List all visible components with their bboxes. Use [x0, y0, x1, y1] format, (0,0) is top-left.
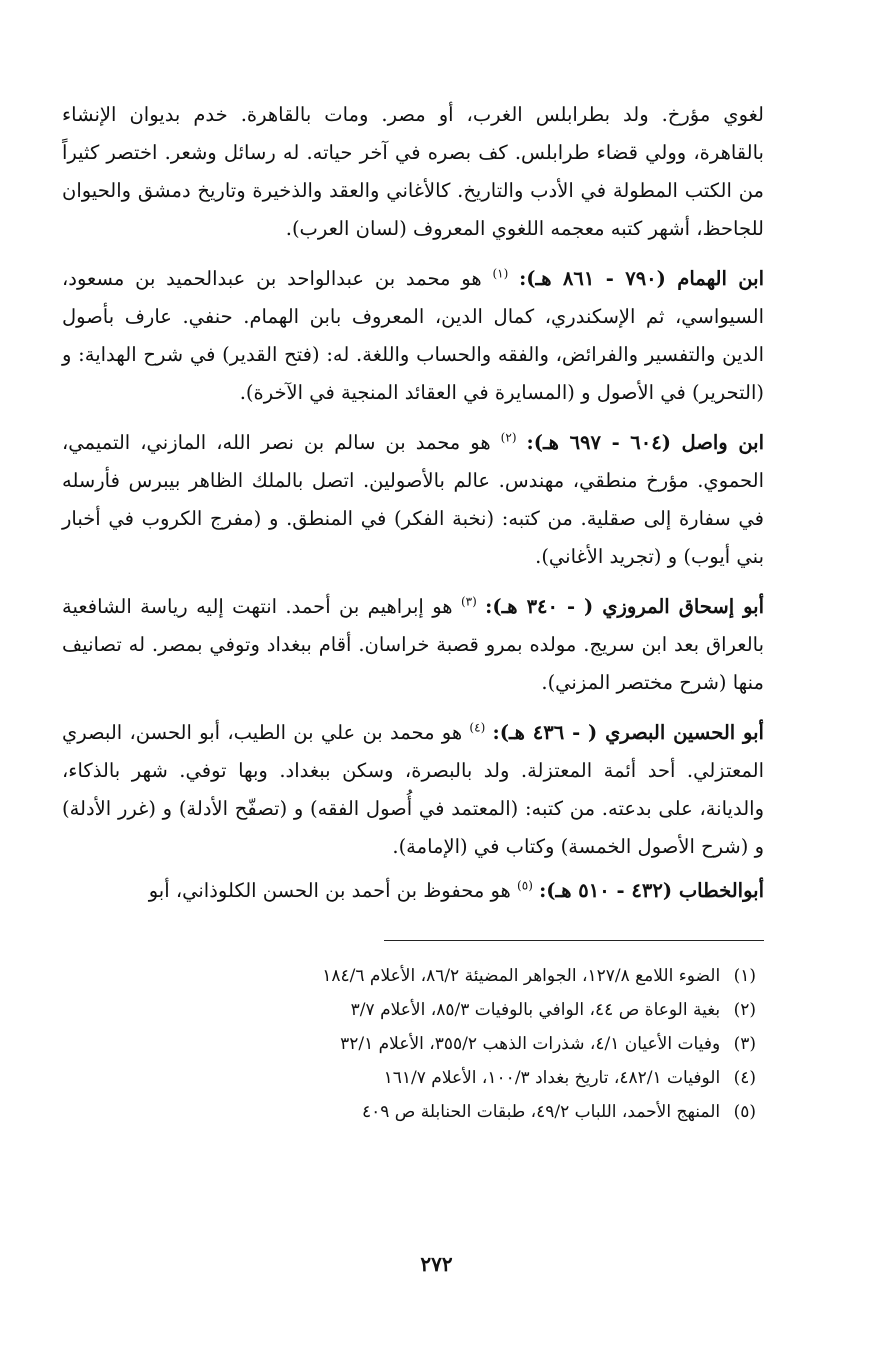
- entry-text: هو محمد بن سالم بن نصر الله، المازني، التميمي، الحموي. مؤرخ منطقي، مهندس. عالم بالأصولين. اتصل بالملك الظاهر بيبرس فأرسله في سفارة إلى صقلية. من كتبه: (نخبة الفكر) في المنطق. و (مفرج الكروب في أخبار بني أيوب) و (تجريد الأغاني).: [62, 431, 764, 568]
- footnote-number: (٢): [733, 1000, 756, 1020]
- page-body: [62, 96, 764, 1296]
- footnote-number: (٥): [733, 1102, 756, 1122]
- intro-text: لغوي مؤرخ. ولد بطرابلس الغرب، أو مصر. ومات بالقاهرة. خدم بديوان الإنشاء بالقاهرة، وولي قضاء طرابلس. كف بصره في آخر حياته. له رسائل وشعر. اختصر كثيراً من الكتب المطولة في الأدب والتاريخ. كالأغاني والعقد والذخيرة وتاريخ دمشق والحيوان للجاحظ، أشهر كتبه معجمه اللغوي المعروف (لسان العرب).: [62, 103, 764, 240]
- footnote-list: [62, 959, 764, 1129]
- entry-text: هو محمد بن علي بن الطيب، أبو الحسن، البصري المعتزلي. أحد أئمة المعتزلة. ولد بالبصرة، وسكن ببغداد. وبها توفي. شهر بالذكاء، والديانة، على بدعته. من كتبه: (المعتمد في أُصول الفقه) و (تصفّح الأدلة) و (غرر الأدلة) و (شرح الأصول الخمسة) وكتاب في (الإمامة).: [62, 721, 764, 858]
- entry-text: هو محمد بن عبدالواحد بن عبدالحميد بن مسعود، السيواسي، ثم الإسكندري، كمال الدين، المعروف بابن الهمام. حنفي. عارف بأصول الدين والتفسير والفرائض، والفقه والحساب واللغة. له: (فتح القدير) في شرح الهداية: و (التحرير) في الأصول و (المسايرة في العقائد المنجية في الآخرة).: [62, 267, 764, 404]
- biography-entry: [62, 588, 764, 702]
- biography-entry: [62, 424, 764, 576]
- entry-text: هو محفوظ بن أحمد بن الحسن الكلوذاني، أبو: [148, 879, 511, 902]
- footnote-text: الوفيات ٤٨٢/١، تاريخ بغداد ١٠٠/٣، الأعلام ١٦١/٧: [383, 1068, 721, 1088]
- footnote-reference: (٤): [469, 720, 486, 735]
- footnote-reference: (١): [492, 266, 509, 281]
- entry-text: هو إبراهيم بن أحمد. انتهت إليه رياسة الشافعية بالعراق بعد ابن سريج. مولده بمرو قصبة خراسان. أقام ببغداد وتوفي بمصر. له تصانيف منها (شرح مختصر المزني).: [62, 595, 764, 694]
- entry-heading: أبو إسحاق المروزي ( - ٣٤٠ هـ):: [485, 595, 765, 618]
- footnote-divider: [384, 940, 764, 941]
- page-number: ٢٧٢: [420, 1252, 453, 1276]
- entry-heading: ابن واصل (٦٠٤ - ٦٩٧ هـ):: [526, 431, 765, 454]
- footnote-number: (٣): [733, 1034, 756, 1054]
- footnote-text: المنهج الأحمد، اللباب ٤٩/٢، طبقات الحنابلة ص ٤٠٩: [361, 1102, 721, 1122]
- footnote-item: [62, 1095, 756, 1129]
- footnote-item: [62, 959, 756, 993]
- footnote-reference: (٥): [517, 878, 533, 893]
- entry-heading: أبو الحسين البصري ( - ٤٣٦ هـ):: [492, 721, 764, 744]
- footnote-reference: (٣): [460, 594, 477, 609]
- entry-heading: أبوالخطاب (٤٣٢ - ٥١٠ هـ):: [539, 879, 764, 902]
- footnote-item: [62, 1061, 756, 1095]
- entry-heading: ابن الهمام (٧٩٠ - ٨٦١ هـ):: [519, 267, 764, 290]
- footnote-item: [62, 1027, 756, 1061]
- footnote-reference: (٢): [500, 430, 517, 445]
- biography-entry: [62, 260, 764, 412]
- footnote-number: (٤): [733, 1068, 756, 1088]
- intro-paragraph: [62, 96, 764, 248]
- footnote-number: (١): [733, 966, 756, 986]
- footnote-item: [62, 993, 756, 1027]
- footnote-text: بغية الوعاة ص ٤٤، الوافي بالوفيات ٨٥/٣، الأعلام ٣/٧: [350, 1000, 721, 1020]
- footnote-text: وفيات الأعيان ٤/١، شذرات الذهب ٣٥٥/٢، الأعلام ٣٢/١: [340, 1034, 721, 1054]
- biography-entry: [62, 872, 764, 910]
- biography-entry: [62, 714, 764, 866]
- footnote-text: الضوء اللامع ١٢٧/٨، الجواهر المضيئة ٨٦/٢، الأعلام ١٨٤/٦: [322, 966, 721, 986]
